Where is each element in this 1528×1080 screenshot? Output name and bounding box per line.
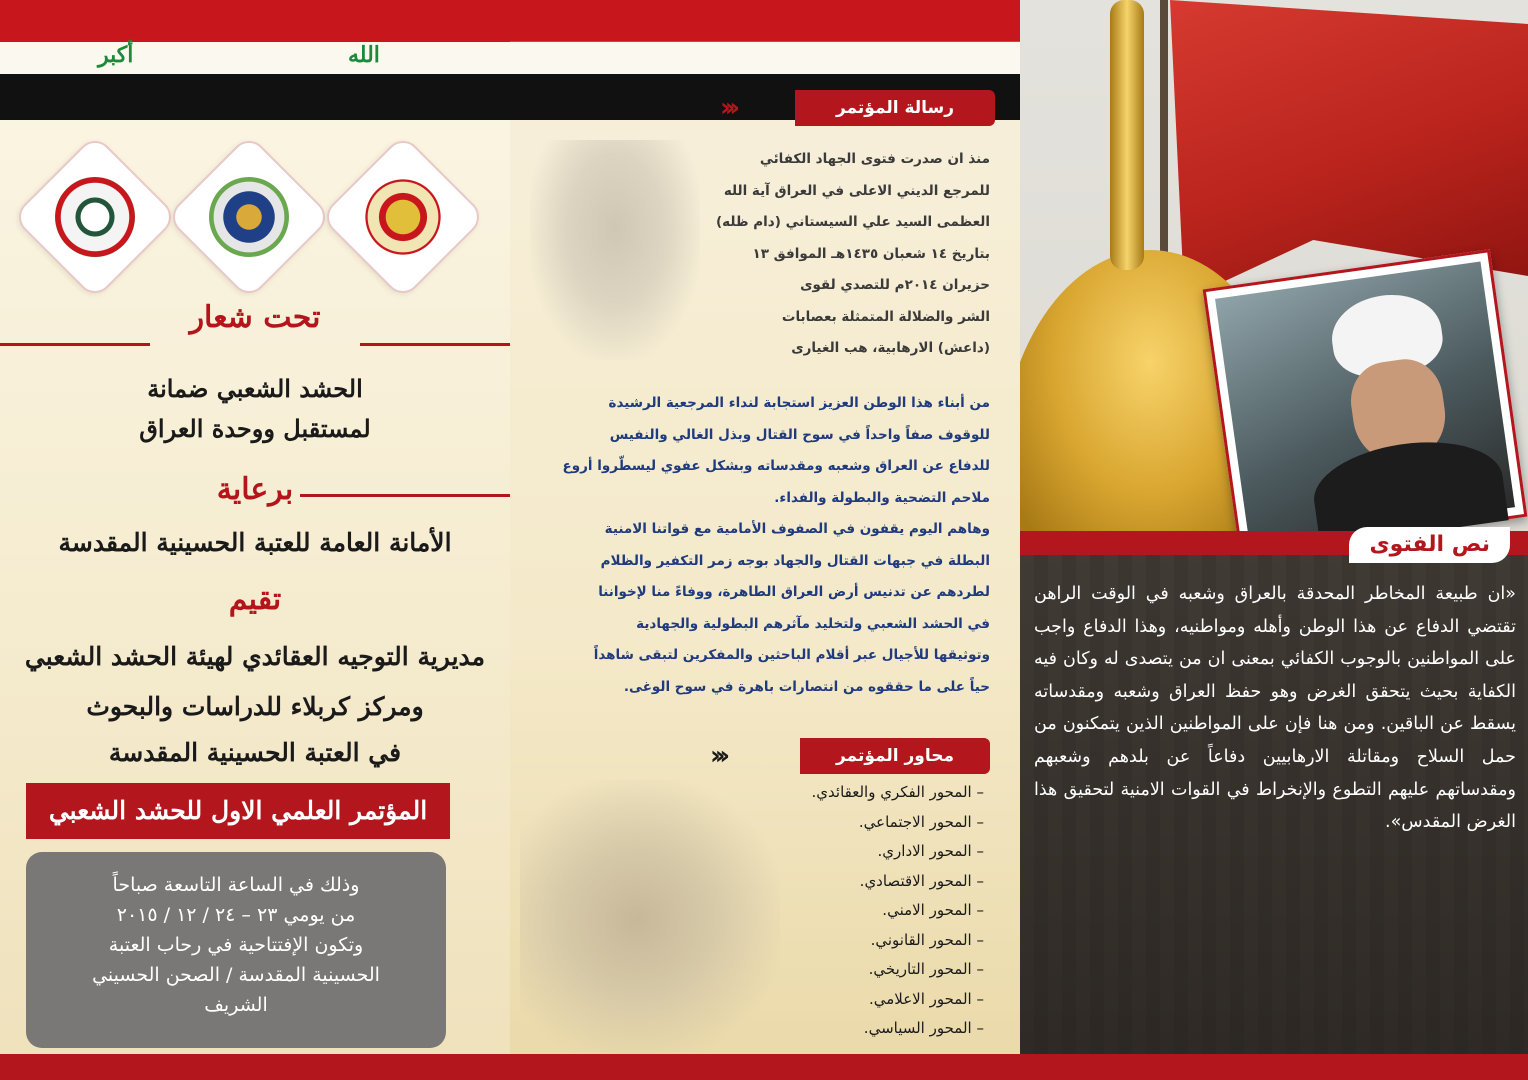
axis-item: – المحور السياسي. <box>744 1014 984 1044</box>
logo-row <box>30 152 470 282</box>
message-line: للمرجع الديني الاعلى في العراق آية الله <box>723 182 990 199</box>
flag-black-stripe <box>0 74 510 120</box>
divider-line <box>300 494 510 497</box>
organizer-heading: تقيم <box>228 582 282 617</box>
divider-line <box>0 343 150 346</box>
axis-item: – المحور التاريخي. <box>744 955 984 985</box>
axes-list <box>744 778 984 1044</box>
shrine-emblem-icon <box>363 177 443 257</box>
kerbala-center-emblem-icon <box>209 177 289 257</box>
organizer-line-1: مديرية التوجيه العقائدي لهيئة الحشد الشعبي <box>24 642 486 671</box>
axis-item: – المحور الاقتصادي. <box>744 867 984 897</box>
message-line: الشر والضلالة المتمثلة بعصابات <box>781 308 990 325</box>
flag-pole <box>1160 0 1168 290</box>
message-line: للدفاع عن العراق وشعبه ومقدساته وبشكل عفوي ليسطّروا أروع <box>562 458 990 474</box>
message-line: من أبناء هذا الوطن العزيز استجابة لنداء المرجعية الرشيدة <box>608 395 990 411</box>
flag-white-stripe <box>0 42 510 74</box>
general-secretariat-logo <box>320 134 487 301</box>
chevrons-icon: ‹‹‹ <box>710 741 725 771</box>
bottom-bar <box>0 1054 510 1080</box>
message-line: (داعش) الارهابية، هب الغيارى <box>791 340 990 356</box>
fatwa-title: نص الفتوى <box>1349 527 1510 563</box>
message-line: لطردهم عن تدنيس أرض العراق الطاهرة، ووفاءً منا لإخواننا <box>598 584 990 600</box>
schedule-line: الشريف <box>204 994 268 1016</box>
slogan-heading: تحت شعار <box>189 300 321 335</box>
axes-tab: محاور المؤتمر <box>800 738 990 774</box>
divider-line <box>360 343 510 346</box>
slogan-line-1: الحشد الشعبي ضمانة <box>147 374 363 403</box>
bottom-bar <box>1020 1054 1528 1080</box>
schedule-line: الحسينية المقدسة / الصحن الحسيني <box>92 964 380 986</box>
cleric-portrait-image <box>530 140 700 360</box>
axis-item: – المحور الاجتماعي. <box>744 808 984 838</box>
axis-item: – المحور الامني. <box>744 896 984 926</box>
message-line: العظمى السيد علي السيستاني (دام ظله) <box>715 214 990 230</box>
message-line: وهاهم اليوم يقفون في الصفوف الأمامية مع قواتنا الامنية <box>604 521 990 537</box>
axis-item: – المحور الفكري والعقائدي. <box>744 778 984 808</box>
message-line: البطلة في جبهات القتال والجهاد بوجه زمر التكفير والظلام <box>600 552 990 569</box>
chevrons-icon: ‹‹‹ <box>720 93 735 123</box>
speaker-photo <box>1203 249 1528 557</box>
axis-item: – المحور الاعلامي. <box>744 985 984 1015</box>
axis-item: – المحور الاداري. <box>744 837 984 867</box>
conference-title-banner: المؤتمر العلمي الاول للحشد الشعبي <box>26 783 450 839</box>
flag-strip <box>510 0 1020 74</box>
message-line: وتوثيقها للأجيال عبر أقلام الباحثين والمفكرين لتبقى شاهداً <box>593 647 990 663</box>
patronage-heading: برعاية <box>216 472 294 507</box>
flag-red-stripe <box>0 0 510 42</box>
message-line: في الحشد الشعبي ولتخليد مآثرهم البطولية والجهادية <box>636 615 990 632</box>
fighters-image <box>520 780 780 1060</box>
message-body <box>530 388 990 703</box>
right-panel <box>1020 0 1528 1080</box>
message-intro <box>690 144 990 365</box>
message-line: ملاحم التضحية والبطولة والفداء. <box>774 489 990 506</box>
organizer-line-3: في العتبة الحسينية المقدسة <box>108 738 402 767</box>
fatwa-text: «ان طبيعة المخاطر المحدقة بالعراق وشعبه في الوقت الراهن تقتضي الدفاع عن هذا الوطن وأهله ومواطنيه، وهذا الدفاع واجب على المواطنين بالوجوب الكفائي بمعنى ان من يتصدى له وكان فيه الكفاية بحيث يتحقق الغرض وهو حفظ العراق وشعبه ومقدساته يسقط عن الباقين. ومن هنا فإن على المواطنين الذين يتمكنون من حمل السلاح ومقاتلة الارهابيين دفاعاً عن بلدهم وشعبهم ومقدساتهم عليهم التطوع والإنخراط في القوات الامنية لتحقيق هذا الغرض المقدس». <box>1034 584 1516 833</box>
patron-name: الأمانة العامة للعتبة الحسينية المقدسة <box>58 528 452 557</box>
popular-mobilization-logo <box>12 134 179 301</box>
message-line: بتاريخ ١٤ شعبان ١٤٣٥هـ الموافق ١٣ <box>752 245 990 262</box>
message-line: حزيران ٢٠١٤م للتصدي لقوى <box>800 277 990 293</box>
middle-panel <box>510 0 1020 1080</box>
flag-word-allah: الله <box>348 42 380 68</box>
schedule-line: وذلك في الساعة التاسعة صباحاً <box>112 874 360 896</box>
left-panel <box>0 0 510 1080</box>
message-line: منذ ان صدرت فتوى الجهاد الكفائي <box>759 151 990 167</box>
slogan-line-2: لمستقبل ووحدة العراق <box>139 414 371 443</box>
schedule-box <box>26 852 446 1048</box>
kerbala-center-logo <box>166 134 333 301</box>
axis-item: – المحور القانوني. <box>744 926 984 956</box>
bottom-bar <box>510 1054 1020 1080</box>
message-tab: رسالة المؤتمر <box>795 90 995 126</box>
organizer-line-2: ومركز كربلاء للدراسات والبحوث <box>86 692 424 721</box>
flag-word-akbar: أكبر <box>98 42 134 68</box>
schedule-line: من يومي ٢٣ – ٢٤ / ١٢ / ٢٠١٥ <box>116 904 356 926</box>
pmf-emblem-icon <box>55 177 135 257</box>
message-line: حياً على ما حققوه من انتصارات باهرة في سوح الوغى. <box>623 678 990 695</box>
message-line: للوقوف صفاً واحداً في سوح القتال وبذل الغالي والنفيس <box>609 426 990 443</box>
golden-spire-image <box>1110 0 1144 270</box>
schedule-line: وتكون الإفتتاحية في رحاب العتبة <box>108 934 364 956</box>
